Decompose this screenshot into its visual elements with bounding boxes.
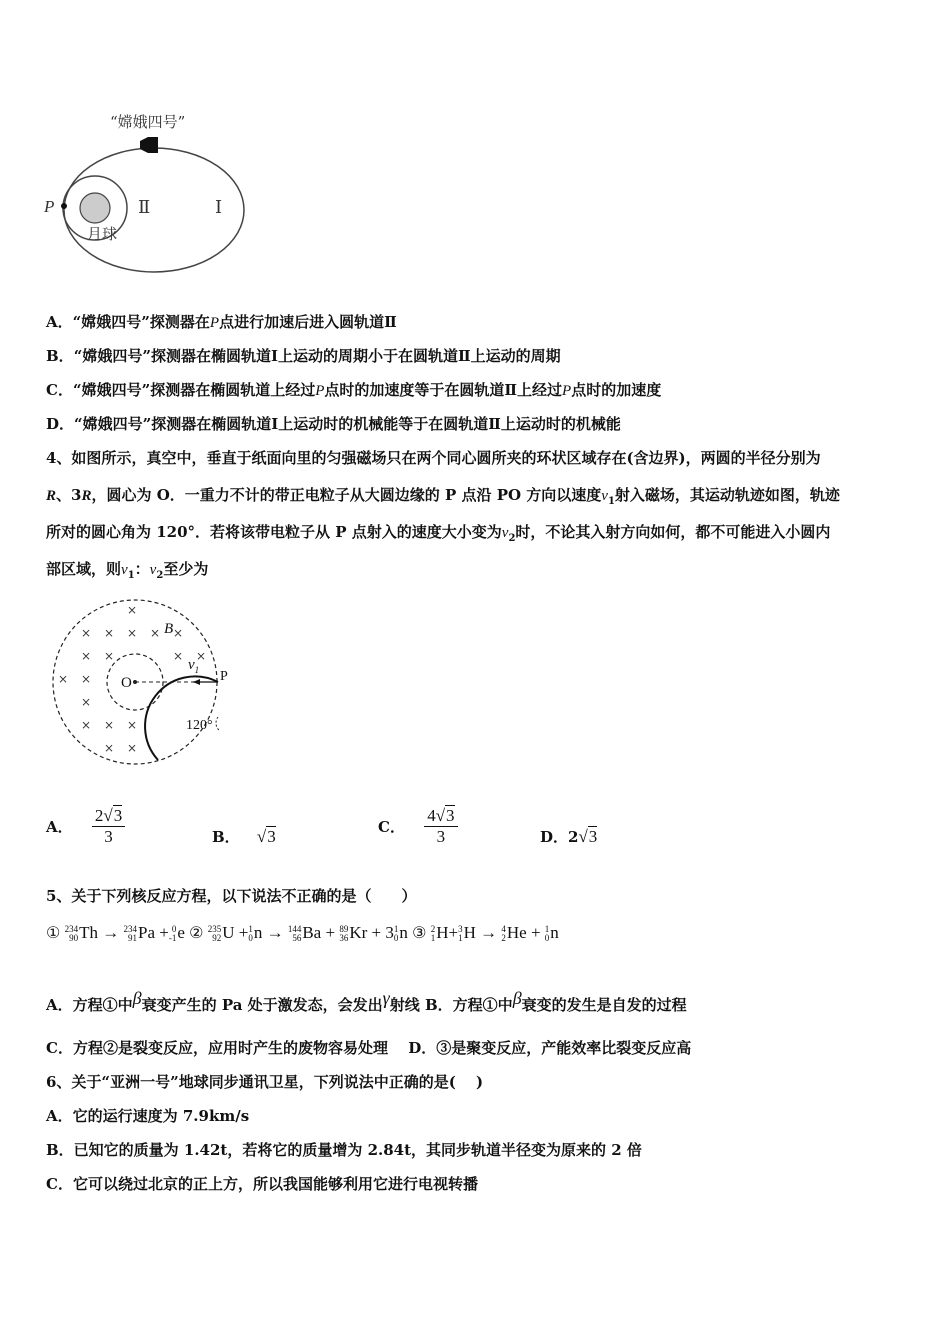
q4-option-a: A． $\frac{2√3}{3}$ <box>46 806 125 847</box>
field-cross-mark: × <box>80 718 92 732</box>
field-cross-mark: × <box>80 626 92 640</box>
center-o-label: O <box>121 675 132 691</box>
field-cross-mark: × <box>80 649 92 663</box>
point-p-label: P <box>44 197 55 216</box>
q4-stem-line-4: 部区域，则$v_1$：$v_2$至少为 <box>46 560 209 581</box>
moon-label: 月球 <box>87 225 118 243</box>
field-cross-mark: × <box>103 649 115 663</box>
q6-option-a: A．它的运行速度为 7.9km/s <box>46 1107 250 1125</box>
center-dot <box>133 680 137 684</box>
q4-option-d: D．2√3 <box>540 827 598 846</box>
field-cross-mark: × <box>103 626 115 640</box>
q5-stem: 5、关于下列核反应方程，以下说法不正确的是（ ） <box>46 887 417 905</box>
field-diagram-svg <box>48 595 248 770</box>
q4-option-b: B． √3 <box>212 827 276 846</box>
field-cross-mark: × <box>126 603 138 617</box>
field-cross-mark: × <box>80 672 92 686</box>
q3-option-c: C．“嫦娥四号”探测器在椭圆轨道上经过P点时的加速度等于在圆轨道Ⅱ上经过P点时的加速度 <box>46 381 662 399</box>
probe-icon <box>140 137 158 153</box>
field-cross-mark: × <box>195 649 207 663</box>
orbit-1-label: Ⅰ <box>215 197 223 218</box>
field-cross-mark: × <box>103 718 115 732</box>
field-cross-mark: × <box>57 672 69 686</box>
q6-option-b: B．已知它的质量为 1.42t，若将它的质量增为 2.84t，其同步轨道半径变为原来的 2 倍 <box>46 1141 642 1159</box>
angle-label: 120° <box>186 718 213 733</box>
q3-option-b: B．“嫦娥四号”探测器在椭圆轨道Ⅰ上运动的周期小于在圆轨道Ⅱ上运动的周期 <box>46 347 561 365</box>
field-cross-mark: × <box>149 626 161 640</box>
magnetic-field-figure <box>48 595 248 770</box>
field-cross-mark: × <box>126 741 138 755</box>
field-cross-mark: × <box>172 626 184 640</box>
angle-arc <box>216 717 220 731</box>
q5-options-cd: C．方程②是裂变反应，应用时产生的废物容易处理 D．③是聚变反应，产能效率比裂变反应高 <box>46 1039 692 1057</box>
field-cross-mark: × <box>172 649 184 663</box>
q5-options-ab: A．方程①中$^\beta$衰变产生的 Pa 处于激发态，会发出$^\gamma$射线 B．方程①中$^\beta$衰变的发生是自发的过程 <box>46 988 687 1014</box>
field-cross-mark: × <box>80 695 92 709</box>
field-b-label: B <box>164 621 174 637</box>
moon-circle <box>80 193 110 223</box>
point-p-label: P <box>220 669 228 684</box>
velocity-arrowhead-icon <box>193 679 200 685</box>
q5-equations: ① 234 90Th → 234 91Pa + 0 -1e ② 235 92U +1 0n → 144 56Ba + 89 36Kr + 31 0n ③ 2 1H+3 1H → 4 2He + 1 0n <box>46 923 559 944</box>
q4-stem-line-3: 所对的圆心角为 120°．若将该带电粒子从 P 点射入的速度大小变为$v_2$时，不论其入射方向如何，都不可能进入小圆内 <box>46 523 831 544</box>
q3-option-d: D．“嫦娥四号”探测器在椭圆轨道Ⅰ上运动时的机械能等于在圆轨道Ⅱ上运动时的机械能 <box>46 415 621 433</box>
q4-stem-line-1: 4、如图所示，真空中，垂直于纸面向里的匀强磁场只在两个同心圆所夹的环状区域存在(含边界)，两圆的半径分别为 <box>46 449 821 467</box>
q6-option-c: C．它可以绕过北京的正上方，所以我国能够利用它进行电视转播 <box>46 1175 478 1193</box>
q6-stem: 6、关于“亚洲一号”地球同步通讯卫星，下列说法中正确的是( ) <box>46 1073 484 1091</box>
field-cross-mark: × <box>103 741 115 755</box>
q4-option-c: C． $\frac{4√3}{3}$ <box>378 806 458 847</box>
q4-stem-line-2: R、3R，圆心为 O．一重力不计的带正电粒子从大圆边缘的 P 点沿 PO 方向以速度$v_1$射入磁场，其运动轨迹如图，轨迹 <box>46 486 840 507</box>
orbit-2-label: Ⅱ <box>138 197 151 218</box>
velocity-label: $v_1$ <box>188 657 200 675</box>
probe-caption: “嫦娥四号” <box>110 113 186 131</box>
field-cross-mark: × <box>126 718 138 732</box>
point-p-dot <box>61 203 67 209</box>
q3-option-a: A．“嫦娥四号”探测器在P点进行加速后进入圆轨道Ⅱ <box>46 313 397 331</box>
orbit-figure <box>40 105 260 280</box>
field-cross-mark: × <box>126 626 138 640</box>
